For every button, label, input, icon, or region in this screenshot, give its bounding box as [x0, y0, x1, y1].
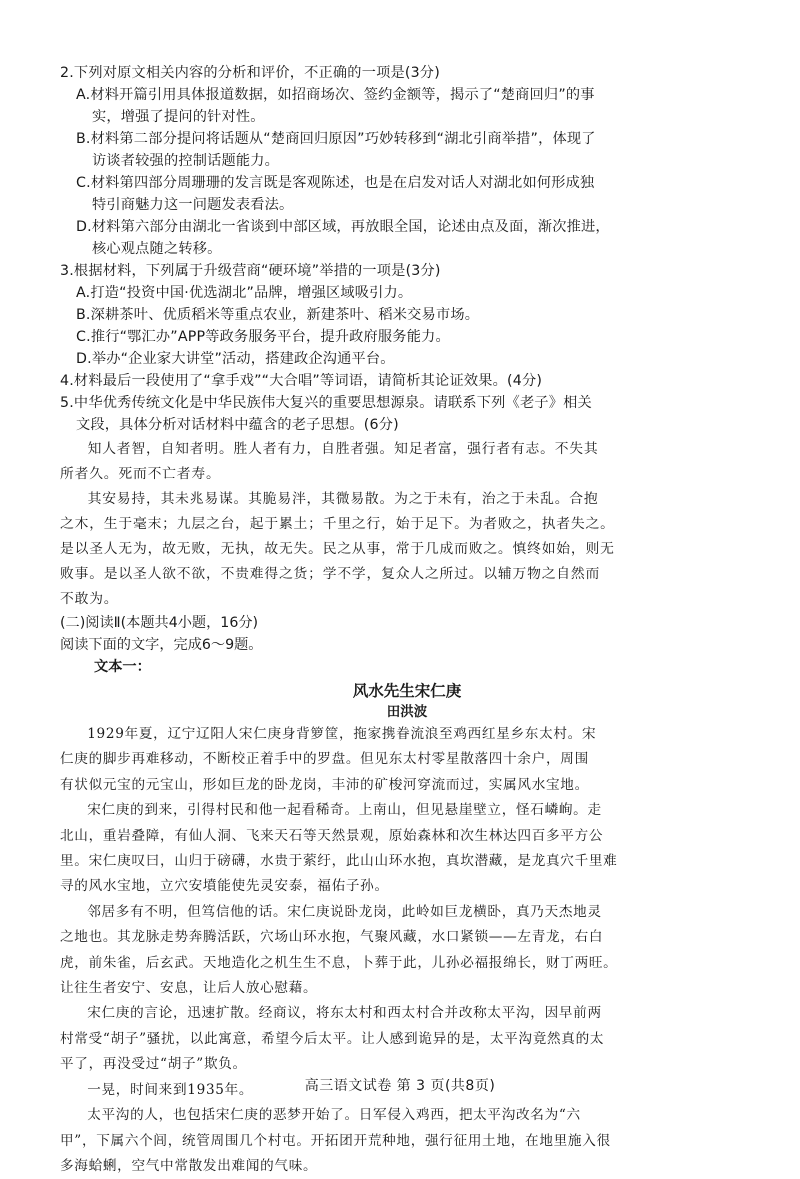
story-line: 甲”，下属六个闾，统管周围几个村屯。开拓团开荒种地，强行征用土地，在地里施入很: [60, 1132, 611, 1149]
story-line: 一晃，时间来到1935年。: [87, 1081, 254, 1098]
option-line: B.材料第二部分提问将话题从“楚商回归原因”巧妙转移到“湖北引商举措”，体现了: [76, 131, 596, 147]
laozi-line: 知人者智，自知者明。胜人者有力，自胜者强。知足者富，强行者有志。不失其: [87, 441, 599, 457]
story-title: 风水先生宋仁庚: [352, 682, 462, 700]
question-2: [60, 62, 754, 260]
story-line: 里。宋仁庚叹曰，山归于磅礴，水贵于萦纡，此山山环水抱，真坎潜藏，是龙真穴千里难: [60, 853, 618, 870]
section-instruction: 阅读下面的文字，完成6～9题。: [60, 637, 263, 653]
section-heading: (二)阅读Ⅱ(本题共4小题，16分): [60, 615, 259, 631]
story-line: 宋仁庚的到来，引得村民和他一起看稀奇。上南山，但见悬崖壁立，怪石嶙峋。走: [87, 802, 602, 819]
option-line: C.材料第四部分周珊珊的发言既是客观陈述，也是在启发对话人对湖北如何形成独: [76, 175, 595, 191]
story-line: 宋仁庚的言论，迅速扩散。经商议，将东太村和西太村合并改称太平沟，因早前两: [87, 1005, 602, 1022]
story-line: 邻居多有不明，但笃信他的话。宋仁庚说卧龙岗，此岭如巨龙横卧，真乃天杰地灵: [87, 903, 602, 920]
question-3-option-c: C.推行“鄂汇办”APP等政务服务平台，提升政府服务能力。: [76, 329, 450, 345]
story-line: 仁庚的脚步再难移动，不断校正着手中的罗盘。但见东太村零星散落四十余户，周围: [60, 751, 589, 768]
option-line: 实，增强了提问的针对性。: [92, 109, 265, 125]
option-line: 访谈者较强的控制话题能力。: [92, 153, 280, 169]
story-body: [60, 722, 754, 1179]
question-5: [60, 392, 754, 612]
question-3: [60, 260, 754, 370]
story-line: 平了，再没受过“胡子”欺负。: [60, 1056, 247, 1073]
question-2-stem: 2.下列对原文相关内容的分析和评价，不正确的一项是(3分): [60, 65, 440, 81]
story-line: 北山，重岩叠障，有仙人洞、飞来天石等天然景观，原始森林和次生林达四百多平方公: [60, 827, 604, 844]
question-3-option-b: B.深耕茶叶、优质稻米等重点农业，新建茶叶、稻米交易市场。: [76, 307, 480, 323]
story-line: 村常受“胡子”骚扰，以此寓意，希望今后太平。让人感到诡异的是，太平沟竟然真的太: [60, 1030, 605, 1047]
laozi-line: 是以圣人无为，故无败，无执，故无失。民之从事，常于几成而败之。慎终如始，则无: [60, 541, 615, 557]
laozi-excerpt: [60, 437, 754, 612]
question-3-option-d: D.举办“企业家大讲堂”活动，搭建政企沟通平台。: [76, 351, 395, 367]
laozi-line: 所者久。死而不亡者寿。: [60, 466, 221, 482]
option-line: 特引商魅力这一问题发表看法。: [92, 197, 294, 213]
question-5-stem: [60, 392, 754, 436]
story-line: 之地也。其龙脉走势奔腾活跃，穴场山环水抱，气聚风藏，水口紧锁——左青龙，右白: [60, 929, 604, 946]
text-label: 文本一：: [94, 659, 151, 675]
question-4-stem: 4.材料最后一段使用了“拿手戏”“大合唱”等词语，请简析其论证效果。(4分): [60, 373, 543, 389]
question-2-option-a: [60, 84, 754, 128]
exam-page: [60, 62, 754, 1179]
story-line: 让往生者安宁、安息，让后人放心慰藉。: [60, 980, 318, 997]
story-line: 多海蛤蜊，空气中常散发出难闻的气味。: [60, 1157, 318, 1174]
laozi-line: 之木，生于毫末；九层之台，起于累土；千里之行，始于足下。为者败之，执者失之。: [60, 516, 615, 532]
laozi-line: 败事。是以圣人欲不欲，不贵难得之货；学不学，复众人之所过。以辅万物之自然而: [60, 566, 601, 582]
question-2-option-c: [60, 172, 754, 216]
story-author: 田洪波: [386, 704, 428, 720]
option-line: 核心观点随之转移。: [92, 241, 222, 257]
story-line: 1929年夏，辽宁辽阳人宋仁庚身背箩筐，拖家携眷流浪至鸡西红星乡东太村。宋: [87, 726, 597, 742]
question-2-option-d: [60, 216, 754, 260]
option-line: A.材料开篇引用具体报道数据，如招商场次、签约金额等，揭示了“楚商回归”的事: [76, 87, 595, 103]
question-5-stem-line: 5.中华优秀传统文化是中华民族伟大复兴的重要思想源泉。请联系下列《老子》相关: [60, 395, 592, 411]
story-line: 有状似元宝的元宝山，形如巨龙的卧龙岗，丰沛的矿梭河穿流而过，实属风水宝地。: [60, 776, 589, 793]
question-5-stem-line: 文段，具体分析对话材料中蕴含的老子思想。(6分): [76, 417, 399, 433]
question-3-option-a: A.打造“投资中国·优选湖北”品牌，增强区域吸引力。: [76, 285, 413, 301]
story-line: 寻的风水宝地，立穴安墳能使先灵安泰，福佑子孙。: [60, 878, 389, 895]
story-line: 虎，前朱雀，后玄武。天地造化之机生生不息，卜葬于此，儿孙必福报绵长，财丁两旺。: [60, 954, 618, 971]
laozi-line: 不敢为。: [60, 591, 119, 607]
page-footer: 高三语文试卷 第 3 页(共8页): [304, 1078, 496, 1094]
laozi-line: 其安易持，其未兆易谋。其脆易泮，其微易散。为之于未有，治之于未乱。合抱: [87, 491, 599, 507]
option-line: D.材料第六部分由湖北一省谈到中部区域，再放眼全国，论述由点及面，渐次推进，: [76, 219, 610, 235]
question-2-option-b: [60, 128, 754, 172]
story-line: 太平沟的人，也包括宋仁庚的恶梦开始了。日军侵入鸡西，把太平沟改名为“六: [87, 1107, 581, 1124]
question-3-stem: 3.根据材料，下列属于升级营商“硬环境”举措的一项是(3分): [60, 263, 441, 279]
